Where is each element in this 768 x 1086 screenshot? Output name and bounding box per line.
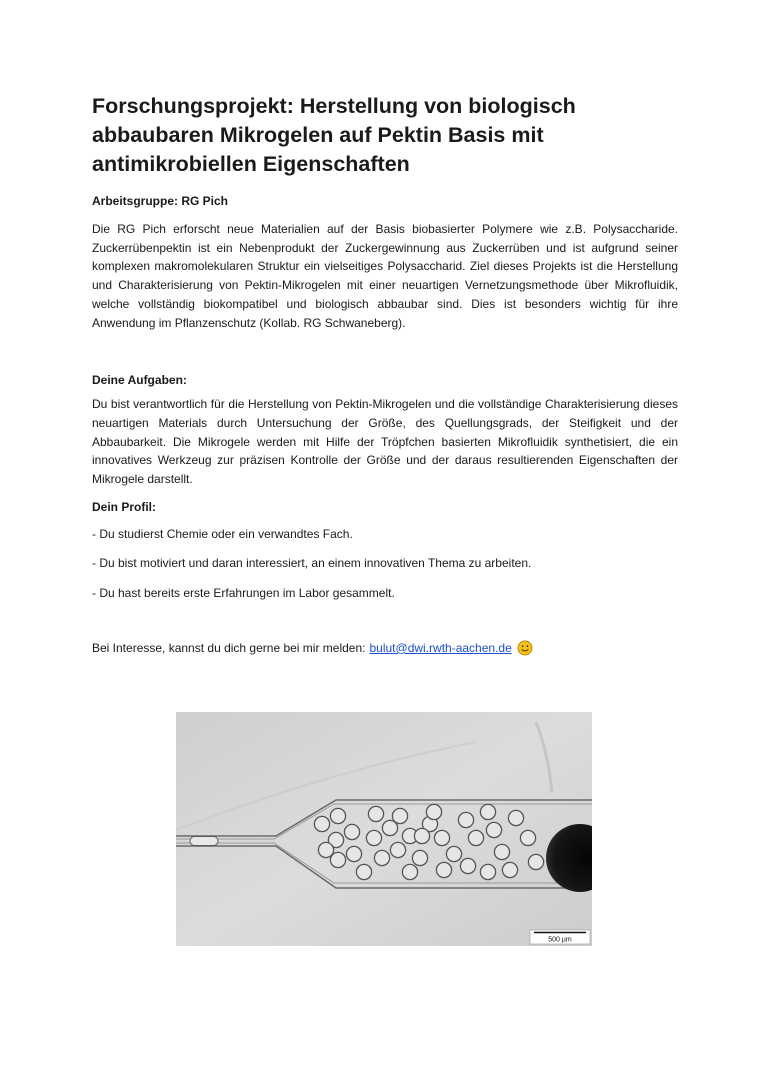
tasks-paragraph: Du bist verantwortlich für die Herstellung von Pektin-Mikrogelen und die vollständige Charakterisierung dieses neuartigen Materials durch Untersuchung der Größe, des Quellungsgrads, der Steifigkeit und der Abbaubarkeit. Die Mikrogele werden mit Hilfe der Tröpfchen basierten Mikrofluidik synthetisiert, die ein innovatives Werkzeug zur präzisen Kontrolle der Größe und der daraus resultierenden Eigenschaften der Mikrogele darstellt. [92,397,678,487]
profile-item: - Du bist motiviert und daran interessiert, an einem innovativen Thema zu arbeiten. [92,556,532,571]
email-link[interactable]: bulut@dwi.rwth-aachen.de [369,640,512,655]
contact-line [92,640,678,656]
intro-paragraph: Die RG Pich erforscht neue Materialien auf der Basis biobasierter Polymere wie z.B. Polysaccharide. Zuckerrübenpektin ist ein Nebenprodukt der Zuckergewinnung aus Zuckerrüben und ist aufgrund seiner komplexen makromolekularen Struktur ein vielseitiges Polysaccharid. Ziel dieses Projekts ist die Herstellung und Charakterisierung von Pektin-Mikrogelen mit einer neuartigen Vernetzungsmethode über Mikrofluidik, welche vollständig biokompatibel und biologisch abbaubar sind. Dies ist besonders wichtig für ihre Anwendung im Pflanzenschutz (Kollab. RG Schwaneberg). [92,222,678,330]
research-group-label: Arbeitsgruppe: RG Pich [92,194,229,208]
scale-bar-label: 500 µm [548,936,572,944]
contact-text: Bei Interesse, kannst du dich gerne bei mir melden: [92,640,366,655]
smiley-icon [517,640,533,656]
profile-heading: Dein Profil: [92,499,157,514]
microfluidics-micrograph [176,712,592,946]
document-page [92,92,678,656]
profile-item: - Du studierst Chemie oder ein verwandtes Fach. [92,526,353,541]
profile-item: - Du hast bereits erste Erfahrungen im Labor gesammelt. [92,586,395,601]
page-title: Forschungsprojekt: Herstellung von biologisch abbaubaren Mikrogelen auf Pektin Basis mit antimikrobiellen Eigenschaften [92,94,576,176]
tasks-heading: Deine Aufgaben: [92,373,187,388]
